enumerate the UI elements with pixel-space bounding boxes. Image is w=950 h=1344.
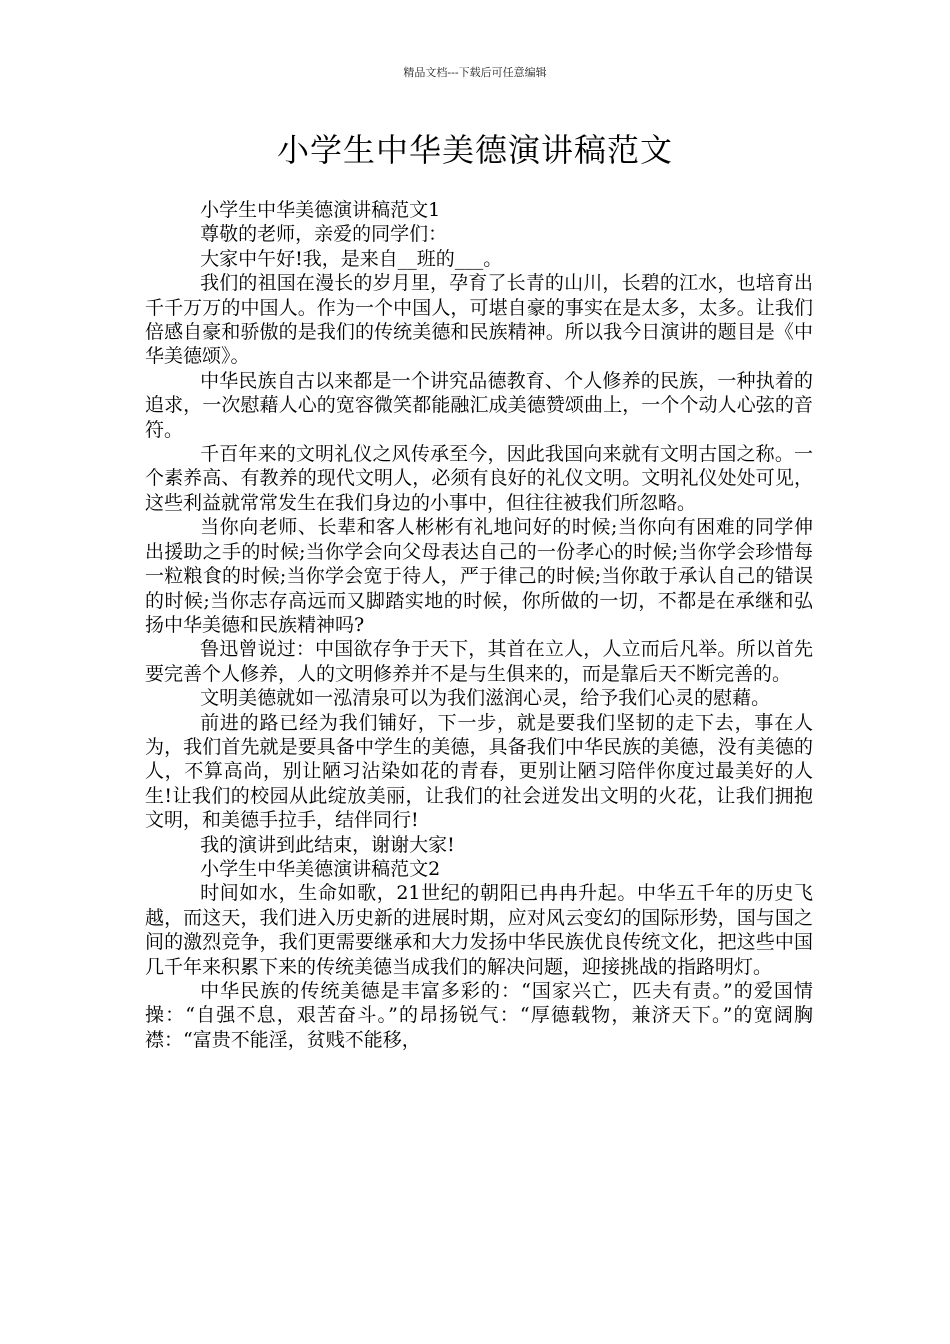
paragraph: 千百年来的文明礼仪之风传承至今，因此我国向来就有文明古国之称。一个素养高、有教养的现代文明人，必须有良好的礼仪文明。文明礼仪处处可见，这些利益就常常发生在我们身边的小事中，但往往被我们所忽略。	[145, 443, 813, 514]
salutation: 尊敬的老师，亲爱的同学们：	[200, 223, 448, 246]
greeting: 大家中午好!我，是来自__班的___。	[200, 247, 503, 270]
paragraph: 鲁迅曾说过：中国欲存争于天下，其首在立人，人立而后凡举。所以首先要完善个人修养，人的文明修养并不是与生俱来的，而是靠后天不断完善的。	[145, 638, 813, 685]
closing-line: 我的演讲到此结束，谢谢大家!	[200, 833, 455, 856]
paragraph: 时间如水，生命如歌，21世纪的朝阳已冉冉升起。中华五千年的历史飞越，而这天，我们进入历史新的进展时期，应对风云变幻的国际形势，国与国之间的激烈竞争，我们更需要继承和大力发扬中华民族优良传统文化，把这些中国几千年来积累下来的传统美德当成我们的解决问题，迎接挑战的指路明灯。	[145, 882, 813, 978]
paragraph: 前进的路已经为我们铺好，下一步，就是要我们坚韧的走下去，事在人为，我们首先就是要具备中学生的美德，具备我们中华民族的美德，没有美德的人，不算高尚，别让陋习沾染如花的青春，更别让陋习陪伴你度过最美好的人生!让我们的校园从此绽放美丽，让我们的社会迸发出文明的火花，让我们拥抱文明，和美德手拉手，结伴同行!	[145, 711, 813, 832]
paragraph: 中华民族自古以来都是一个讲究品德教育、个人修养的民族，一种执着的追求，一次慰藉人心的宽容微笑都能融汇成美德赞颂曲上，一个个动人心弦的音符。	[145, 369, 813, 441]
paragraph: 当你向老师、长辈和客人彬彬有礼地问好的时候;当你向有困难的同学伸出援助之手的时候;当你学会向父母表达自己的一份孝心的时候;当你学会珍惜每一粒粮食的时候;当你学会宽于待人，严于律己的时候;当你敢于承认自己的错误的时候;当你志存高远而又脚踏实地的时候，你所做的一切，不都是在承继和弘扬中华美德和民族精神吗?	[145, 516, 813, 636]
paragraph: 中华民族的传统美德是丰富多彩的：“国家兴亡，匹夫有责。”的爱国情操：“自强不息，艰苦奋斗。”的昂扬锐气：“厚德载物，兼济天下。”的宽阔胸襟：“富贵不能淫，贫贱不能移，	[145, 980, 813, 1051]
section-heading-2: 小学生中华美德演讲稿范文2	[200, 857, 441, 880]
header-note: 精品文档---下载后可任意编辑	[403, 66, 547, 79]
section-heading-1: 小学生中华美德演讲稿范文1	[200, 199, 441, 221]
document-title: 小学生中华美德演讲稿范文	[276, 131, 673, 169]
paragraph: 文明美德就如一泓清泉可以为我们滋润心灵，给予我们心灵的慰藉。	[200, 687, 771, 710]
paragraph: 我们的祖国在漫长的岁月里，孕育了长青的山川，长碧的江水，也培育出千千万万的中国人。作为一个中国人，可堪自豪的事实在是太多，太多。让我们倍感自豪和骄傲的是我们的传统美德和民族精神。所以我今日演讲的题目是《中华美德颂》。	[145, 272, 813, 368]
document-body	[145, 198, 813, 1052]
